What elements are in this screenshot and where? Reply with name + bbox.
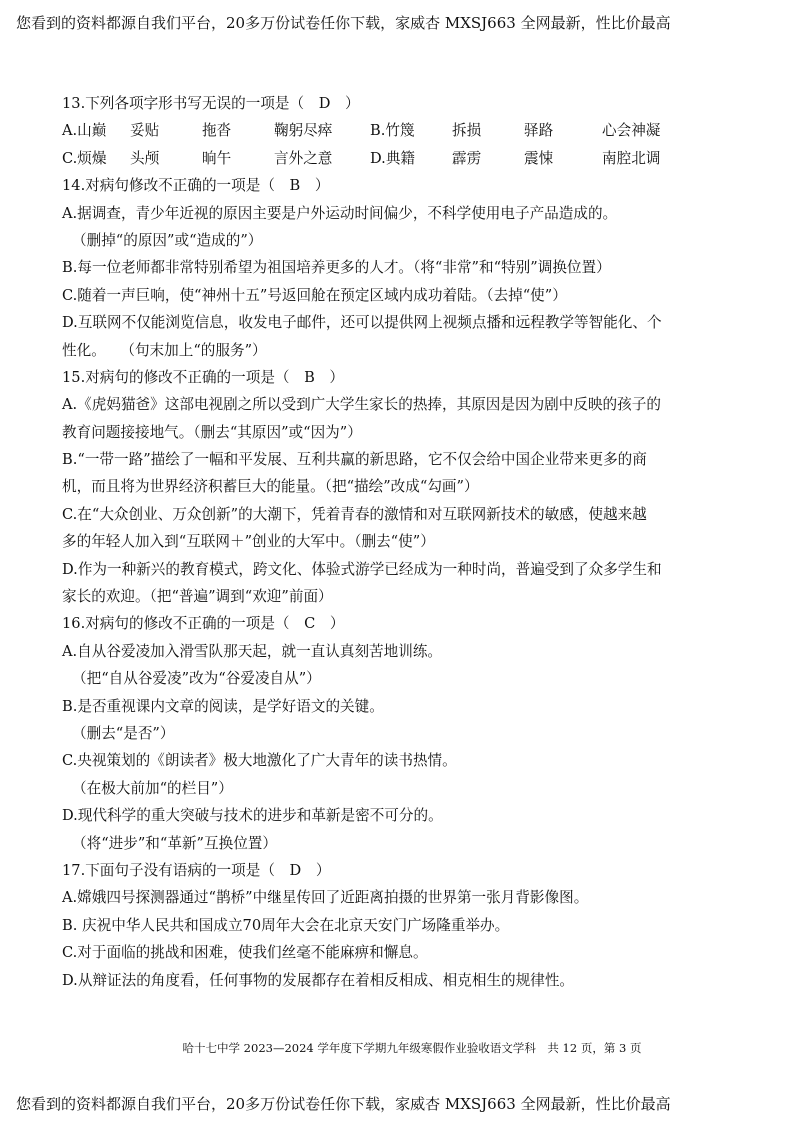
q15-stem: 15.对病句的修改不正确的一项是（ B ） (62, 368, 345, 386)
q13-opt-c-1: C.烦燥 (62, 149, 107, 167)
q17-stem: 17.下面句子没有语病的一项是（ D ） (62, 861, 331, 879)
q14-option-a: A.据调查，青少年近视的原因主要是户外运动时间偏少，不科学使用电子产品造成的。 (62, 204, 618, 222)
q13-opt-a-2: 妥贴 (130, 122, 160, 140)
q15-option-b: B.“一带一路”描绘了一幅和平发展、互利共赢的新思路，它不仅会给中国企业带来更多的商 (62, 451, 647, 469)
q16-option-a: A.自从谷爱凌加入滑雪队那天起，就一直认真刻苦地训练。 (62, 642, 443, 660)
q13-opt-a-4: 鞠躬尽瘁 (274, 122, 333, 140)
q13-opt-b-2: 拆损 (452, 122, 482, 140)
page-footer: 哈十七中学 2023—2024 学年度下学期九年级寒假作业验收语文学科 共 12 页，第 3 页 (182, 1041, 642, 1055)
q14-stem: 14.对病句修改不正确的一项是（ B ） (62, 177, 330, 195)
q13-options-cd (62, 145, 742, 172)
q13-opt-d-1: D.典籍 (370, 149, 416, 167)
q15-option-d: D.作为一种新兴的教育模式，跨文化、体验式游学已经成为一种时尚，普遍受到了众多学生和 (62, 560, 662, 578)
q13-stem: 13.下列各项字形书写无误的一项是（ D ） (62, 95, 360, 112)
q15-option-b-cont: 机，而且将为世界经济积蓄巨大的能量。（把“描绘”改成“勾画”） (62, 478, 479, 496)
q15-option-c: C.在“大众创业、万众创新”的大潮下，凭着青春的激情和对互联网新技术的敏感，使越来越 (62, 505, 647, 523)
q17-option-d: D.从辩证法的角度看，任何事物的发展都存在着相反相成、相克相生的规律性。 (62, 971, 575, 989)
q13-opt-b-3: 驿路 (524, 122, 554, 140)
q13-opt-b-4: 心会神凝 (602, 122, 661, 140)
q16-option-a-fix: （把“自从谷爱凌”改为“谷爱凌自从”） (72, 670, 321, 688)
q16-option-b: B.是否重视课内文章的阅读，是学好语文的关键。 (62, 697, 384, 715)
q14-option-d-cont: 性化。 （句末加上“的服务”） (62, 341, 267, 359)
q16-option-d-fix: （将“进步”和“革新”互换位置） (72, 834, 277, 852)
q13-options-ab (62, 117, 742, 144)
q13-opt-d-2: 霹雳 (452, 149, 482, 167)
q17-option-b: B. 庆祝中华人民共和国成立70周年大会在北京天安门广场隆重举办。 (62, 916, 510, 934)
q14-option-b: B.每一位老师都非常特别希望为祖国培养更多的人才。（将“非常”和“特别”调换位置） (62, 259, 611, 277)
q15-option-a-cont: 教育问题接接地气。（删去“其原因”或“因为”） (62, 423, 362, 441)
q17-option-c: C.对于面临的挑战和困难，使我们丝毫不能麻痹和懈息。 (62, 944, 428, 962)
q15-option-c-cont: 多的年轻人加入到“互联网＋”创业的大军中。（删去“使”） (62, 533, 435, 551)
q13-opt-a-3: 拖沓 (202, 122, 232, 140)
q13-opt-c-4: 言外之意 (274, 149, 333, 167)
q16-option-c: C.央视策划的《朗读者》极大地激化了广大青年的读书热情。 (62, 752, 457, 770)
q15-option-d-cont: 家长的欢迎。（把“普遍”调到“欢迎”前面） (62, 588, 333, 606)
watermark-banner-bottom: 您看到的资料都源自我们平台，20多万份试卷任你下载，家威杏 MXSJ663 全网最新，性比价最高 (16, 1095, 671, 1113)
q16-stem: 16.对病句的修改不正确的一项是（ C ） (62, 615, 345, 633)
q15-option-a: A.《虎妈猫爸》这部电视剧之所以受到广大学生家长的热捧，其原因是因为剧中反映的孩子的 (62, 396, 661, 414)
exam-content (62, 90, 742, 994)
q16-option-c-fix: （在极大前加“的栏目”） (72, 779, 233, 797)
q13-opt-d-4: 南腔北调 (602, 149, 661, 167)
q14-option-c: C.随着一声巨响，使“神州十五”号返回舱在预定区域内成功着陆。（去掉“使”） (62, 286, 567, 304)
q14-option-a-fix: （删掉“的原因”或“造成的”） (72, 231, 263, 249)
q13-opt-c-3: 晌午 (202, 149, 232, 167)
q13-opt-b-1: B.竹篾 (370, 122, 415, 140)
q16-option-d: D.现代科学的重大突破与技术的进步和革新是密不可分的。 (62, 807, 443, 825)
watermark-banner-top: 您看到的资料都源自我们平台，20多万份试卷任你下载，家威杏 MXSJ663 全网最新，性比价最高 (16, 14, 671, 32)
q16-option-b-fix: （删去“是否”） (72, 724, 175, 742)
q17-option-a: A.嫦娥四号探测器通过“鹊桥”中继星传回了近距离拍摄的世界第一张月背影像图。 (62, 889, 589, 907)
q14-option-d: D.互联网不仅能浏览信息，收发电子邮件，还可以提供网上视频点播和远程教学等智能化、个 (62, 314, 662, 332)
q13-opt-a-1: A.山巅 (62, 122, 107, 140)
q13-opt-c-2: 头颅 (130, 149, 160, 167)
q13-opt-d-3: 震悚 (524, 149, 554, 167)
